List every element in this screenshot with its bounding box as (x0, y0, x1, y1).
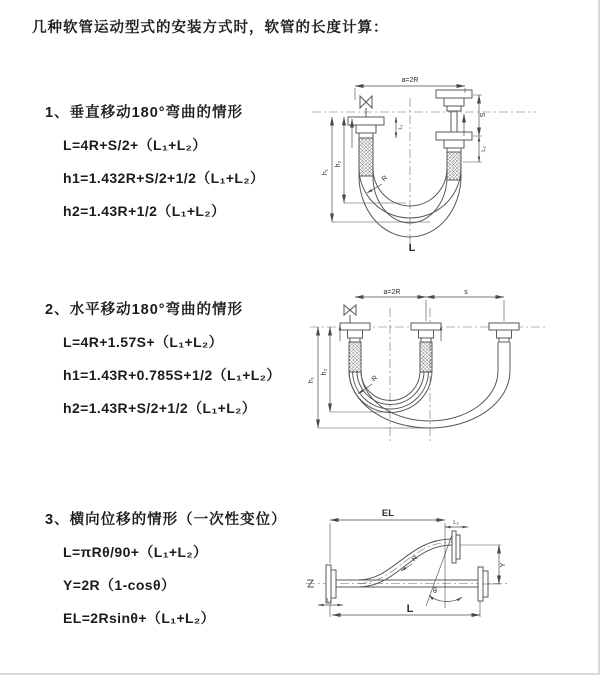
length-label: L (408, 242, 416, 254)
diagram-vertical-movement-180-bend (310, 70, 540, 255)
formula-length: L=πRθ/90+（L₁+L₂） (63, 544, 208, 560)
formula-h1: h1=1.432R+S/2+1/2（L₁+L₂） (63, 170, 265, 186)
section-2-heading: 2、水平移动180°弯曲的情形 (45, 302, 244, 318)
moved-pipe-assembly (489, 323, 519, 371)
section-1-heading: 1、垂直移动180°弯曲的情形 (45, 105, 244, 121)
section-3-heading: 3、横向位移的情形（一次性变位） (45, 512, 287, 528)
dimension-h1 (308, 327, 429, 428)
valve-icon (360, 96, 372, 117)
formula-length: L=4R+1.57S+（L₁+L₂） (63, 334, 224, 350)
dimension-l (330, 601, 480, 617)
middle-pipe-assembly (411, 323, 441, 372)
left-pipe-assembly (348, 117, 384, 176)
formula-y: Y=2R（1-cosθ） (63, 577, 176, 593)
dimension-a2r (355, 289, 504, 321)
section-vertical-movement (45, 101, 345, 221)
dimension-el (330, 508, 445, 563)
formula-length: L=4R+S/2+（L₁+L₂） (63, 137, 207, 153)
dim-label-l1: L₁ (326, 598, 332, 604)
dim-label-h2: h₂ (335, 160, 342, 168)
section-horizontal-movement (45, 298, 345, 418)
dim-label-h1: h₁ (308, 376, 315, 384)
right-pipe-assembly (436, 90, 472, 180)
dim-label-l: L (406, 603, 414, 615)
left-pipe-assembly (340, 323, 370, 372)
centerlines (312, 98, 536, 248)
diagram-horizontal-movement-180-bend (308, 283, 548, 448)
dim-label-a2r: a=2R (401, 77, 419, 84)
dim-label-l2: L₂ (481, 146, 487, 152)
formula-el: EL=2Rsinθ+（L₁+L₂） (63, 610, 216, 626)
top-right-flange (452, 531, 460, 563)
dim-label-s: s (464, 289, 468, 296)
dimension-l1 (318, 598, 343, 605)
dim-label-h2: h₂ (321, 368, 328, 376)
dim-label-l1: L₁ (398, 124, 404, 130)
valve-icon (344, 305, 356, 323)
angle-label: θ (433, 588, 437, 595)
dim-label-el: EL (381, 508, 395, 519)
radius-label: R (380, 174, 390, 184)
dim-label-l2: L₂ (453, 520, 459, 526)
dim-label-s: S (480, 112, 487, 118)
diagram-lateral-displacement (298, 503, 563, 643)
dim-label-h1: h₁ (322, 168, 329, 176)
dimension-l2 (479, 136, 487, 162)
formula-h1: h1=1.43R+0.785S+1/2（L₁+L₂） (63, 367, 281, 383)
page-title: 几种软管运动型式的安装方式时，软管的长度计算： (32, 20, 389, 36)
dim-label-a2r: a=2R (383, 289, 401, 296)
formula-h2: h2=1.43R+S/2+1/2（L₁+L₂） (63, 400, 257, 416)
dimension-l1 (396, 117, 404, 138)
dimension-l2 (445, 520, 468, 527)
radius-callout (367, 175, 389, 193)
dim-label-y: Y (500, 562, 507, 568)
radius-label: R (370, 374, 380, 384)
dimension-s (426, 289, 504, 297)
radius-label: R (410, 554, 420, 564)
formula-h2: h2=1.43R+1/2（L₁+L₂） (63, 203, 226, 219)
